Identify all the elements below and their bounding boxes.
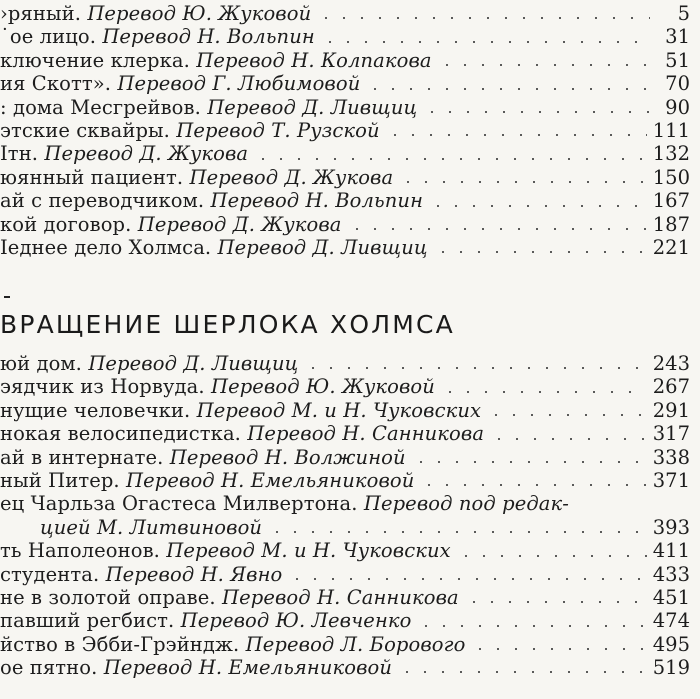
entry-title: Іеднее дело Холмса. xyxy=(0,235,212,259)
toc-entry xyxy=(0,656,690,679)
toc-entry xyxy=(0,469,690,492)
entry-translator: Перевод Л. Борового xyxy=(245,632,466,656)
page-number: 495 xyxy=(652,632,690,656)
toc-entry xyxy=(0,492,690,515)
entry-title: студента. xyxy=(0,562,100,586)
toc-entry xyxy=(0,72,690,95)
entry-translator: Перевод Н. Емельяниковой xyxy=(126,468,415,492)
toc-entry xyxy=(0,189,690,212)
leader-dots xyxy=(268,531,647,533)
entry-translator: Перевод Н. Санникова xyxy=(222,585,459,609)
entry-title: юй дом. xyxy=(0,351,82,375)
leader-dots xyxy=(417,625,646,627)
toc-entry xyxy=(0,609,690,632)
toc-part2 xyxy=(0,352,690,679)
entry-title: ть Наполеонов. xyxy=(0,539,160,563)
entry-title: : дома Месгрейвов. xyxy=(0,95,201,119)
toc-entry xyxy=(0,375,690,398)
toc-entry xyxy=(0,49,690,72)
toc-entry xyxy=(0,586,690,609)
entry-translator: Перевод Н. Емельяниковой xyxy=(103,656,393,680)
toc-entry xyxy=(0,166,690,189)
entry-translator: Перевод Д. Ливщиц xyxy=(217,235,428,259)
leader-dots xyxy=(423,111,650,113)
entry-translator: Перевод М. и Н. Чуковских xyxy=(196,398,482,422)
entry-translator: Перевод Н. Санникова xyxy=(247,422,485,446)
page-number: 31 xyxy=(665,25,690,49)
entry-translator: Перевод Н. Вольпин xyxy=(102,25,315,49)
entry-translator: Перевод Ю. Жуковой xyxy=(210,375,435,399)
entry-translator: Перевод Н. Вольпин xyxy=(210,189,424,213)
page-number: 90 xyxy=(665,95,690,119)
section-dash xyxy=(4,296,10,298)
entry-translator: Перевод Н. Колпакова xyxy=(196,48,432,72)
toc-entry xyxy=(0,96,690,119)
toc-entry xyxy=(0,119,690,142)
leader-dots xyxy=(304,367,646,369)
entry-title: ия Скотт». xyxy=(0,72,112,96)
leader-dots xyxy=(438,64,650,66)
page-number: 474 xyxy=(652,609,690,633)
entry-title: кой договор. xyxy=(0,212,132,236)
entry-title: ›ряный. xyxy=(0,1,81,25)
page-number: 519 xyxy=(652,656,690,680)
entry-title: эядчик из Норвуда. xyxy=(0,375,205,399)
entry-translator: Перевод Д. Ливщиц xyxy=(207,95,418,119)
entry-title: ай с переводчиком. xyxy=(0,189,205,213)
toc-entry xyxy=(0,539,690,562)
toc-entry xyxy=(0,446,690,469)
page-number: 111 xyxy=(652,118,690,142)
entry-title: Ітн. xyxy=(0,142,39,166)
page-number: 317 xyxy=(652,422,690,446)
entry-translator: Перевод Ю. Жуковой xyxy=(87,1,312,25)
toc-entry xyxy=(0,633,690,656)
leader-dots xyxy=(254,158,647,160)
entry-title: павший регбист. xyxy=(0,609,175,633)
leader-dots xyxy=(471,648,646,650)
toc-entry xyxy=(0,142,690,165)
leader-dots xyxy=(490,438,647,440)
page-number: 243 xyxy=(652,351,690,375)
leader-dots xyxy=(398,671,647,673)
entry-translator: Перевод Д. Жукова xyxy=(189,165,394,189)
entry-title: йство в Эбби-Грэйндж. xyxy=(0,632,240,656)
toc-entry xyxy=(0,236,690,259)
page-number: 451 xyxy=(652,585,690,609)
entry-translator: Перевод Д. Жукова xyxy=(137,212,342,236)
leader-dots xyxy=(386,134,647,136)
page-number: 5 xyxy=(677,1,690,25)
toc-entry xyxy=(0,25,690,48)
page-number: 393 xyxy=(652,515,690,539)
entry-title: ое пятно. xyxy=(0,656,98,680)
entry-translator: Перевод Н. Волжиной xyxy=(169,445,406,469)
leader-dots xyxy=(420,484,646,486)
page-number: 338 xyxy=(652,445,690,469)
entry-translator: Перевод под редак- xyxy=(363,492,569,516)
page-number: 167 xyxy=(652,189,690,213)
leader-dots xyxy=(321,41,650,43)
leader-dots xyxy=(366,88,650,90)
entry-title: ˙ое лицо. xyxy=(0,25,96,49)
toc-part1 xyxy=(0,2,690,259)
page-number: 51 xyxy=(665,48,690,72)
toc-entry xyxy=(0,352,690,375)
toc-entry xyxy=(0,2,690,25)
leader-dots xyxy=(399,181,647,183)
entry-translator: цией М. Литвиновой xyxy=(40,515,263,539)
leader-dots xyxy=(441,391,647,393)
entry-translator: Перевод Т. Рузской xyxy=(176,118,380,142)
entry-translator: Перевод Ю. Левченко xyxy=(180,609,412,633)
page-number: 221 xyxy=(652,235,690,259)
entry-title: нущие человечки. xyxy=(0,398,191,422)
page-number: 150 xyxy=(652,165,690,189)
toc-entry xyxy=(0,422,690,445)
leader-dots xyxy=(487,414,647,416)
leader-dots xyxy=(317,17,650,19)
leader-dots xyxy=(457,555,647,557)
entry-translator: Перевод Д. Жукова xyxy=(44,142,249,166)
toc-entry xyxy=(0,213,690,236)
entry-title: нокая велосипедистка. xyxy=(0,422,241,446)
page-number: 291 xyxy=(652,398,690,422)
entry-title: не в золотой оправе. xyxy=(0,585,216,609)
toc-entry xyxy=(0,516,690,539)
leader-dots xyxy=(465,601,647,603)
entry-title: ец Чарльза Огастеса Милвертона. xyxy=(0,492,358,516)
entry-translator: Перевод Д. Ливщиц xyxy=(88,351,299,375)
leader-dots xyxy=(434,251,647,253)
entry-title: этские сквайры. xyxy=(0,118,170,142)
section-heading: ВРАЩЕНИЕ ШЕРЛОКА ХОЛМСА xyxy=(0,310,455,339)
leader-dots xyxy=(348,228,647,230)
toc-entry xyxy=(0,399,690,422)
entry-title: ай в интернате. xyxy=(0,445,164,469)
page-number: 371 xyxy=(652,468,690,492)
page-number: 267 xyxy=(652,375,690,399)
page-number: 132 xyxy=(652,142,690,166)
entry-title: ключение клерка. xyxy=(0,48,190,72)
leader-dots xyxy=(412,461,647,463)
page-number: 411 xyxy=(652,539,690,563)
page-number: 187 xyxy=(652,212,690,236)
page-number: 70 xyxy=(665,72,690,96)
page-number: 433 xyxy=(652,562,690,586)
toc-entry xyxy=(0,563,690,586)
leader-dots xyxy=(288,578,646,580)
entry-translator: Перевод Г. Любимовой xyxy=(117,72,361,96)
leader-dots xyxy=(429,205,647,207)
entry-translator: Перевод Н. Явно xyxy=(105,562,283,586)
entry-translator: Перевод М. и Н. Чуковских xyxy=(166,539,451,563)
entry-title: ный Питер. xyxy=(0,468,120,492)
entry-title: юянный пациент. xyxy=(0,165,184,189)
